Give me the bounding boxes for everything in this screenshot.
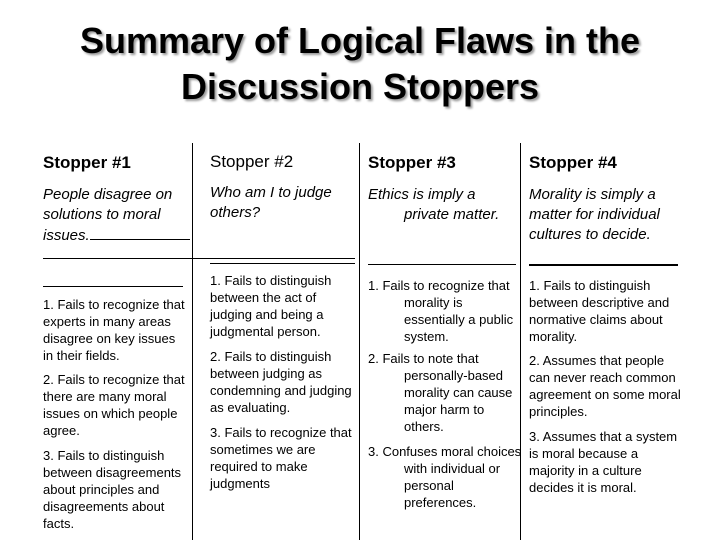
column-header-stopper-1: Stopper #1 bbox=[43, 153, 131, 172]
column-header-stopper-4: Stopper #4 bbox=[529, 153, 617, 172]
flaw-2-3: 3. Fails to recognize that sometimes we are required to make judgments bbox=[210, 425, 352, 491]
title-line-1: Summary of Logical Flaws in the bbox=[79, 20, 641, 61]
flaw-2-1: 1. Fails to distinguish between the act of judging and being a judgmental person. bbox=[210, 273, 332, 339]
row-rule bbox=[368, 264, 516, 265]
answer-blank bbox=[90, 225, 190, 240]
claim-stopper-3: Ethics is imply a private matter. bbox=[368, 186, 500, 223]
flaw-4-3: 3. Assumes that a system is moral because a majority in a culture decides it is moral. bbox=[529, 429, 678, 495]
column-header-stopper-3: Stopper #3 bbox=[368, 153, 456, 172]
flaw-1-1: 1. Fails to recognize that experts in many areas disagree on key issues in their fields. bbox=[43, 297, 185, 363]
column-divider-2 bbox=[359, 143, 360, 540]
flaw-2-2: 2. Fails to distinguish between judging as condemning and judging as evaluating. bbox=[210, 349, 352, 415]
flaw-4-1: 1. Fails to distinguish between descriptive and normative claims about morality. bbox=[529, 278, 670, 344]
row-rule bbox=[43, 258, 355, 259]
title-line-2: Discussion Stoppers bbox=[180, 66, 540, 107]
row-rule bbox=[529, 264, 678, 266]
flaw-4-2: 2. Assumes that people can never reach common agreement on some moral principles. bbox=[529, 353, 681, 419]
flaw-1-2: 2. Fails to recognize that there are many moral issues on which people agree. bbox=[43, 372, 185, 438]
flaw-1-3: 3. Fails to distinguish between disagreements about principles and disagreements about facts. bbox=[43, 448, 182, 531]
row-rule bbox=[210, 263, 355, 264]
claim-stopper-4: Morality is simply a matter for individual cultures to decide. bbox=[529, 186, 660, 243]
page-title bbox=[0, 18, 720, 110]
column-header-stopper-2: Stopper #2 bbox=[210, 152, 294, 171]
flaw-3-3: 3. Confuses moral choices with individual or personal preferences. bbox=[368, 444, 522, 510]
claim-stopper-2: Who am I to judge others? bbox=[210, 184, 332, 221]
row-rule bbox=[43, 286, 183, 287]
flaw-3-2: 2. Fails to note that personally-based morality can cause major harm to others. bbox=[368, 351, 513, 434]
flaw-3-1: 1. Fails to recognize that morality is essentially a public system. bbox=[368, 278, 514, 344]
claim-stopper-1: People disagree on solutions to moral issues. bbox=[43, 185, 193, 246]
